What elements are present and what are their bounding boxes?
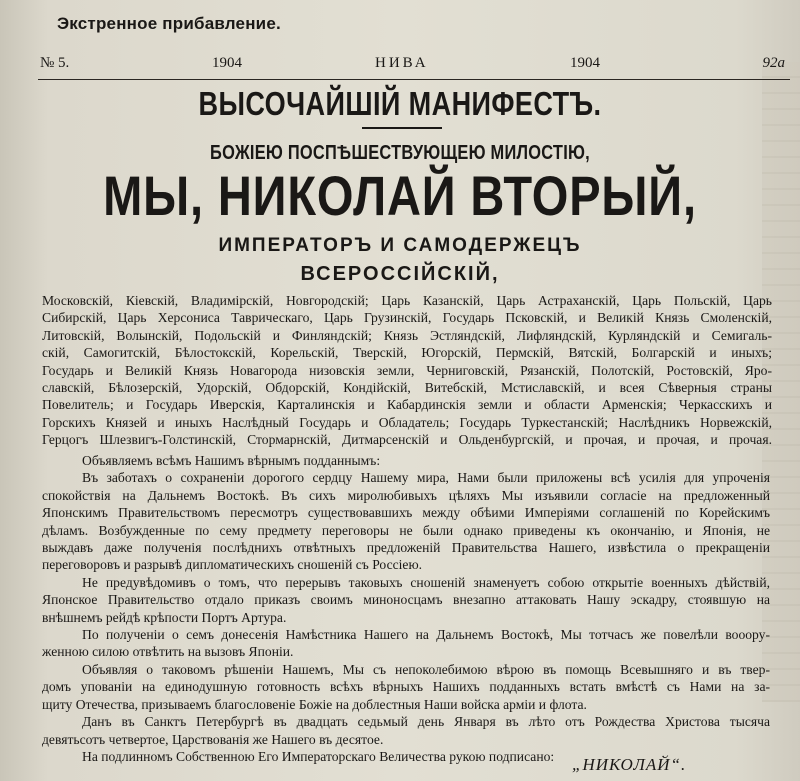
body-line: Данъ въ Санктъ Петербургѣ въ двадцать седьмый день Января въ лѣто отъ Рождества Христова тысяча <box>82 714 770 730</box>
titles-line: Герцогъ Шлезвигъ-Голстинскій, Стормарнскій, Дитмарсенскій и Ольденбургскій, и прочая, и прочая, и прочая. <box>42 432 772 448</box>
body-line: Не предувѣдомивъ о томъ, что перерывъ таковыхъ сношеній знаменуетъ собою открытіе военныхъ дѣйствій, <box>82 574 770 590</box>
page-number: 92а <box>762 55 785 71</box>
body-line: выждавъ даже полученія послѣднихъ отвѣтныхъ предложеній Правительства Нашего, извѣстила о прекращеніи <box>42 540 770 556</box>
titles-line: скій, Самогитскій, Бѣлостокскій, Корельскій, Тверскій, Югорскій, Пермскій, Вятскій, Болгарскій и иныхъ; <box>42 345 772 361</box>
year-right: 1904 <box>570 55 600 71</box>
titles-line: Московскій, Кіевскій, Владимірскій, Новгородскій; Царь Казанскій, Царь Астраханскій, Царь Польскій, Царь <box>42 293 772 308</box>
emperor-title-heading: ИМПЕРАТОРЪ И САМОДЕРЖЕЦЪ <box>218 235 582 256</box>
body-line: щиту Отечества, призываемъ благословеніе Божіе на доблестныя Наши войска арміи и флота. <box>42 696 587 712</box>
titles-line: Литовскій, Волынскій, Подольскій и Финляндскій; Князь Эстляндскій, Лифляндскій, Курляндскій и Семигаль- <box>42 327 772 343</box>
body-line: Японскимъ Правительствомъ пересмотръ существовавшихъ между обѣими Имперіями соглашеній по Корейскимъ <box>42 505 770 521</box>
year-left: 1904 <box>212 55 242 71</box>
titles-line: Горскихъ Князей и иныхъ Наслѣдный Государь и Обладатель; Государь Туркестанскій; Наслѣдникъ Норвежскій, <box>42 414 772 430</box>
titles-line: Государь и Великій Князь Новагорода низовскія земли, Черниговскій, Рязанскій, Полотскій, Ростовскій, Яро- <box>42 362 772 378</box>
body-line: дѣламъ. Возбужденные по сему предмету переговоры не были однако приведены къ окончанію, и Японія, не <box>42 522 770 538</box>
titles-line: Сибирскій, Царь Херсониса Таврическаго, Царь Грузинскій, Государь Псковскій, и Великій Князь Смоленскій, <box>42 310 772 326</box>
body-line: По полученіи о семъ донесенія Намѣстника Нашего на Дальнемъ Востокѣ, Мы тотчасъ же повелѣли вооору- <box>82 627 770 643</box>
issue-number: № 5. <box>40 55 70 71</box>
all-russian-heading: ВСЕРОССІЙСКІЙ, <box>300 263 500 285</box>
titles-line: славскій, Бѣлозерскій, Удорскій, Обдорскій, Кондійскій, Витебскій, Мстиславскій, и всея Сѣверныя страны <box>42 380 772 396</box>
body-line: женною силою отвѣтить на вызовъ Японіи. <box>42 644 294 660</box>
manifest-body <box>42 452 770 765</box>
address-line: Объявляемъ всѣмъ Нашимъ вѣрнымъ подданнымъ: <box>82 453 381 468</box>
signature: „НИКОЛАЙ“. <box>572 755 687 774</box>
body-line: домъ упованіи на единодушную готовность всѣхъ вѣрныхъ Нашихъ подданныхъ встать вмѣстѣ съ Нами на за- <box>42 679 770 695</box>
body-line: переговоровъ и разрывѣ дипломатическихъ сношеній съ Россіею. <box>42 557 423 573</box>
titles-line: Повелитель; и Государь Иверскія, Карталинскія и Кабардинскія земли и области Арменскія; Черкасскихъ и <box>42 397 772 413</box>
publication-title: НИВА <box>375 55 429 71</box>
body-line: На подлинномъ Собственною Его Императорскаго Величества рукою подписано: <box>82 748 555 764</box>
body-line: Японское Правительство отдало приказъ своимъ миноносцамъ внезапно аттаковать Нашу эскадру, стоявшую на <box>42 592 770 608</box>
body-line: Въ заботахъ о сохраненіи дорогого сердцу Нашему мира, Нами были приложены всѣ усилія для упроченія <box>82 470 770 486</box>
manifest-heading: ВЫСОЧАЙШІЙ МАНИФЕСТЪ. <box>198 85 602 122</box>
grace-heading: БОЖІЕЮ ПОСПѢШЕСТВУЮЩЕЮ МИЛОСТІЮ, <box>210 142 590 164</box>
header-rule <box>38 79 790 80</box>
running-head <box>40 55 790 77</box>
extra-supplement-label: Экстренное прибавление. <box>57 14 281 33</box>
imperial-titles <box>42 292 772 449</box>
body-line: Объявляя о таковомъ рѣшеніи Нашемъ, Мы съ непоколебимою вѣрою въ помощь Всевышняго и въ твер- <box>82 661 770 677</box>
body-line: спокойствія на Дальнемъ Востокѣ. Въ сихъ миролюбивыхъ цѣляхъ Мы изъявили согласіе на предложенный <box>42 487 770 503</box>
emperor-name-heading: МЫ, НИКОЛАЙ ВТОРЫЙ, <box>103 164 697 227</box>
body-line: девятьсотъ четвертое, Царствованія же Нашего въ десятое. <box>42 731 384 747</box>
heading-underline <box>362 127 442 129</box>
body-line: внѣшнемъ рейдѣ крѣпости Портъ Артура. <box>42 609 287 625</box>
